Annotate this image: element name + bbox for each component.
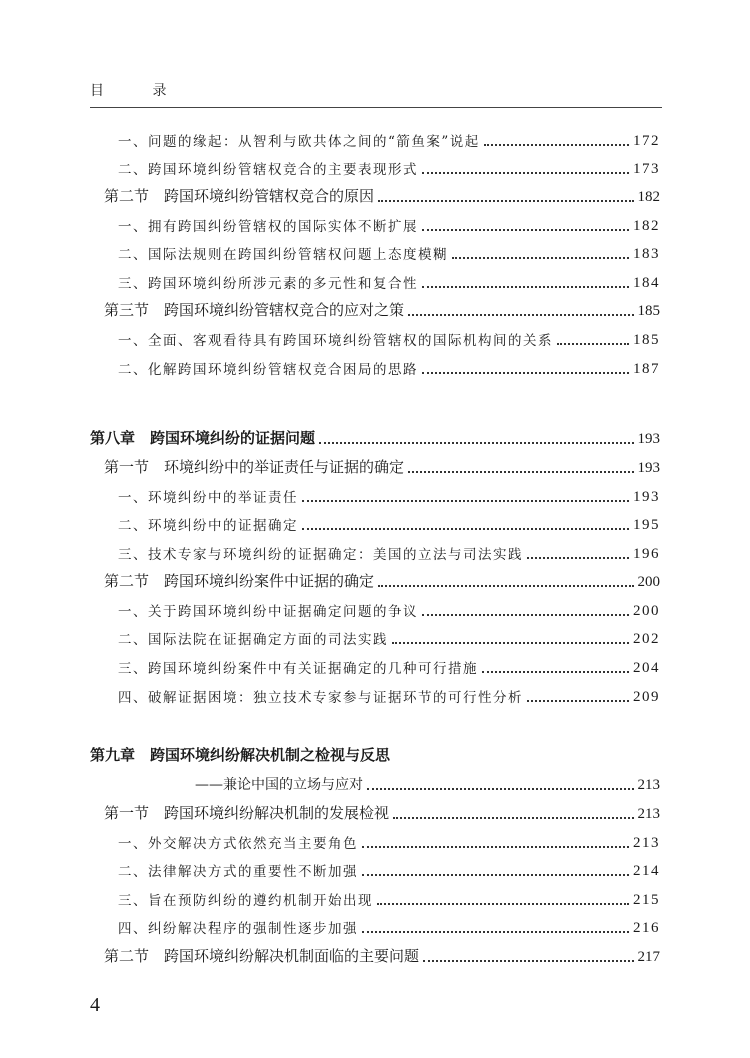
toc-page: 209: [633, 689, 660, 705]
toc-entry[interactable]: 二、法律解决方式的重要性不断加强 214: [118, 863, 660, 880]
toc-entry[interactable]: 三、旨在预防纠纷的遵约机制开始出现 215: [118, 892, 660, 909]
leader-dots: [393, 817, 633, 819]
leader-dots: [527, 700, 629, 702]
leader-dots: [422, 229, 629, 231]
toc-page: 195: [633, 517, 660, 533]
leader-dots: [302, 528, 629, 530]
toc-entry[interactable]: 一、全面、客观看待具有跨国环境纠纷管辖权的国际机构间的关系 185: [118, 332, 660, 349]
toc-page: 202: [633, 631, 660, 647]
running-header: 目 录: [90, 83, 189, 99]
toc-page: 213: [637, 777, 660, 793]
leader-dots: [319, 442, 633, 444]
toc-page: 193: [637, 460, 660, 476]
toc-entry[interactable]: 一、问题的缘起：从智利与欧共体之间的“箭鱼案”说起 172: [118, 133, 660, 150]
toc-entry[interactable]: 四、破解证据困境：独立技术专家参与证据环节的可行性分析 209: [118, 689, 660, 706]
toc-entry[interactable]: 三、跨国环境纠纷案件中有关证据确定的几种可行措施 204: [118, 660, 660, 677]
toc-page: 193: [637, 431, 660, 447]
toc-entry[interactable]: 二、化解跨国环境纠纷管辖权竞合困局的思路 187: [118, 361, 660, 378]
leader-dots: [378, 200, 633, 202]
toc-entry[interactable]: 四、纠纷解决程序的强制性逐步加强 216: [118, 920, 660, 937]
toc-page: 213: [633, 835, 660, 851]
toc-page: 204: [633, 660, 660, 676]
leader-dots: [377, 903, 629, 905]
toc-page: 185: [633, 332, 660, 348]
leader-dots: [422, 172, 629, 174]
toc-page: 184: [633, 275, 660, 291]
toc-page: 200: [637, 574, 660, 590]
leader-dots: [362, 874, 629, 876]
toc-section[interactable]: 第二节 跨国环境纠纷解决机制面临的主要问题 217: [104, 947, 660, 965]
leader-dots: [484, 144, 629, 146]
leader-dots: [452, 257, 629, 259]
toc-section[interactable]: 第一节 跨国环境纠纷解决机制的发展检视 213: [104, 804, 660, 822]
toc-page: 214: [633, 863, 660, 879]
leader-dots: [408, 314, 633, 316]
toc-entry[interactable]: 一、环境纠纷中的举证责任 193: [118, 489, 660, 506]
leader-dots: [422, 614, 629, 616]
toc-page: 215: [633, 892, 660, 908]
toc-entry[interactable]: 二、跨国环境纠纷管辖权竞合的主要表现形式 173: [118, 161, 660, 178]
toc-chapter[interactable]: 第八章 跨国环境纠纷的证据问题 193: [90, 429, 660, 447]
toc-entry[interactable]: 一、拥有跨国纠纷管辖权的国际实体不断扩展 182: [118, 218, 660, 235]
toc-page: 185: [637, 303, 660, 319]
toc-entry[interactable]: 二、环境纠纷中的证据确定 195: [118, 517, 660, 534]
toc-page: 183: [633, 246, 660, 262]
toc-section[interactable]: 第三节 跨国环境纠纷管辖权竞合的应对之策 185: [104, 301, 660, 319]
leader-dots: [527, 557, 629, 559]
toc-page: 182: [633, 218, 660, 234]
leader-dots: [423, 960, 633, 962]
toc-page: 172: [633, 133, 660, 149]
page-number: 4: [90, 994, 100, 1016]
toc-page: 173: [633, 161, 660, 177]
toc-chapter-title[interactable]: 第九章 跨国环境纠纷解决机制之检视与反思: [90, 746, 391, 764]
leader-dots: [422, 372, 629, 374]
toc-subtitle[interactable]: ——兼论中国的立场与应对 213: [195, 777, 660, 793]
toc-entry[interactable]: 一、关于跨国环境纠纷中证据确定问题的争议 200: [118, 603, 660, 620]
toc-page: 193: [633, 489, 660, 505]
toc-section[interactable]: 第二节 跨国环境纠纷案件中证据的确定 200: [104, 572, 660, 590]
toc-entry[interactable]: 三、跨国环境纠纷所涉元素的多元性和复合性 184: [118, 275, 660, 292]
toc-page: 196: [633, 546, 660, 562]
toc-entry[interactable]: 一、外交解决方式依然充当主要角色 213: [118, 835, 660, 852]
leader-dots: [422, 286, 629, 288]
toc-page: 216: [633, 920, 660, 936]
toc-page: 200: [633, 603, 660, 619]
toc-entry[interactable]: 二、国际法院在证据确定方面的司法实践 202: [118, 631, 660, 648]
toc-entry[interactable]: 三、技术专家与环境纠纷的证据确定：美国的立法与司法实践 196: [118, 546, 660, 563]
leader-dots: [482, 671, 629, 673]
toc-entry[interactable]: 二、国际法规则在跨国纠纷管辖权问题上态度模糊 183: [118, 246, 660, 263]
leader-dots: [557, 343, 629, 345]
leader-dots: [362, 846, 629, 848]
toc-page: 213: [637, 806, 660, 822]
toc-section[interactable]: 第一节 环境纠纷中的举证责任与证据的确定 193: [104, 458, 660, 476]
leader-dots: [408, 471, 633, 473]
toc-page: 187: [633, 361, 660, 377]
leader-dots: [362, 931, 629, 933]
toc-page: 182: [637, 189, 660, 205]
toc-section[interactable]: 第二节 跨国环境纠纷管辖权竞合的原因 182: [104, 187, 660, 205]
toc-page: 217: [637, 949, 660, 965]
leader-dots: [302, 500, 629, 502]
leader-dots: [392, 642, 629, 644]
leader-dots: [378, 585, 633, 587]
leader-dots: [367, 788, 634, 790]
